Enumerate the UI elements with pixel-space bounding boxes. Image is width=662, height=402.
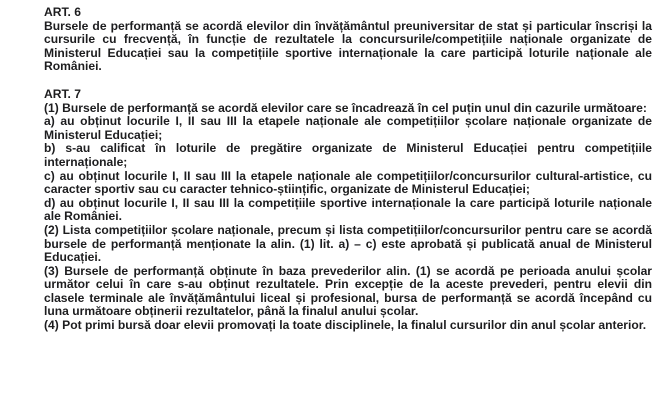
article-7-lit-b: b) s-au calificat în loturile de pregătire organizate de Ministerul Educației pentru competițiile internaționale; [44, 141, 652, 169]
article-6 [44, 6, 652, 74]
article-6-paragraph: Bursele de performanță se acordă elevilor din învățământul preuniversitar de stat și particular înscriși la cursurile cu frecvență, în funcție de rezultatele la concursurile/competițiile naționale organizate de Ministerul Educației sau la competițiile sportive internaționale la care participă loturile naționale ale României. [44, 18, 652, 74]
article-7-lit-c: c) au obținut locurile I, II sau III la etapele naționale ale competițiilor/concursurilor cultural-artistice, cu caracter sportiv sau cu caracter tehnico-științific, organizate de Ministerul Educației; [44, 168, 652, 197]
article-7-alin-3: (3) Bursele de performanță obținute în baza prevederilor alin. (1) se acordă pe perioada anului școlar următor celui în care s-au obținut rezultatele. Prin excepție de la aceste prevederi, pentru elevii din clasele terminale ale învățământului liceal și profesional, bursa de performanță se acordă începând cu luna următoare obținerii rezultatelor, până la finalul anului școlar. [44, 263, 652, 319]
article-7 [44, 88, 652, 333]
article-7-alin-2: (2) Lista competițiilor școlare naționale, precum și lista competițiilor/concursurilor pentru care se acordă bursele de performanță menționate la alin. (1) lit. a) – c) este aprobată și publicată anual de Ministerul Educației. [44, 222, 652, 265]
article-7-lit-d: d) au obținut locurile I, II sau III la competițiile sportive internaționale la care participă loturile naționale ale României. [44, 195, 652, 224]
article-7-alin-4: (4) Pot primi bursă doar elevii promovați la toate disciplinele, la finalul cursurilor din anul școlar anterior. [44, 318, 647, 333]
article-6-heading: ART. 6 [44, 5, 81, 19]
article-7-lit-a: a) au obținut locurile I, II sau III la etapele naționale ale competițiilor școlare naționale organizate de Ministerul Educației; [44, 114, 652, 142]
article-7-alin-1: (1) Bursele de performanță se acordă elevilor care se încadrează în cel puțin unul din cazurile următoare: [44, 100, 647, 115]
article-7-heading: ART. 7 [44, 86, 81, 101]
